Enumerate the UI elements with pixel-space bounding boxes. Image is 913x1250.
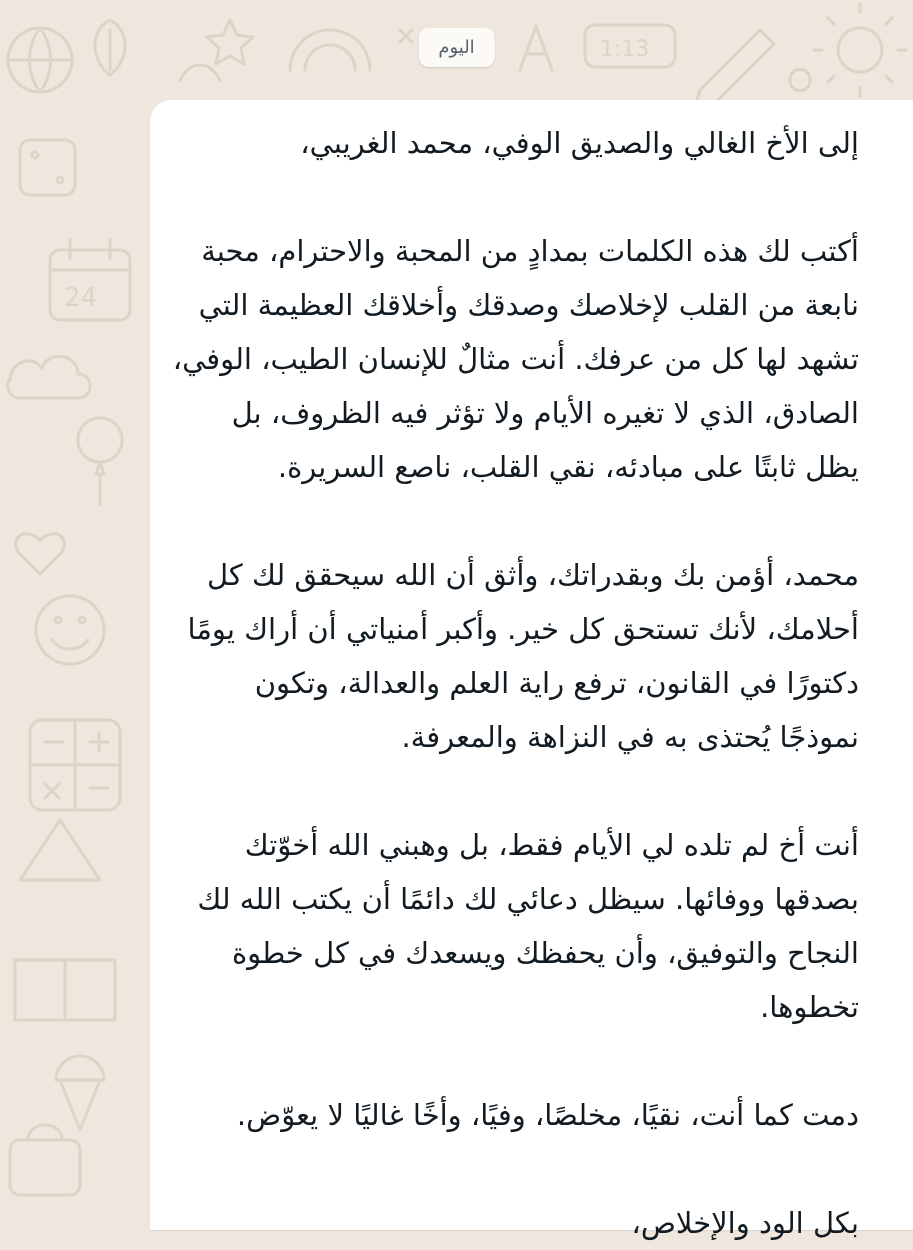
message-paragraph: أكتب لك هذه الكلمات بمدادٍ من المحبة والاحترام، محبة نابعة من القلب لإخلاصك وصدقك وأخلاقك العظيمة التي تشهد لها كل من عرفك. أنت مثالٌ للإنسان الطيب، الوفي، الصادق، الذي لا تغيره الأيام ولا تؤثر فيه الظروف، بل يظل ثابتًا على مبادئه، نقي القلب، ناصع السريرة.: [172, 234, 859, 484]
svg-text:1:13: 1:13: [600, 37, 650, 62]
date-separator: اليوم: [418, 28, 494, 67]
svg-text:24: 24: [64, 283, 98, 313]
message-paragraph: أنت أخ لم تلده لي الأيام فقط، بل وهبني الله أخوّتك بصدقها ووفائها. سيظل دعائي لك دائمًا أن يكتب الله لك النجاح والتوفيق، وأن يحفظك ويسعدك في كل خطوة تخطوها.: [197, 828, 859, 1024]
message-text: [170, 116, 859, 1250]
message-paragraph-greeting: إلى الأخ الغالي والصديق الوفي، محمد الغريبي،: [300, 126, 859, 160]
message-bubble[interactable]: [150, 100, 913, 1240]
message-paragraph: دمت كما أنت، نقيًا، مخلصًا، وفيًا، وأخًا غاليًا لا يعوّض.: [236, 1098, 859, 1132]
message-paragraph-closing: بكل الود والإخلاص،: [631, 1206, 859, 1240]
message-paragraph: محمد، أؤمن بك وبقدراتك، وأثق أن الله سيحقق لك كل أحلامك، لأنك تستحق كل خير. وأكبر أمنياتي أن أراك يومًا دكتورًا في القانون، ترفع راية العلم والعدالة، وتكون نموذجًا يُحتذى به في النزاهة والمعرفة.: [187, 558, 859, 754]
